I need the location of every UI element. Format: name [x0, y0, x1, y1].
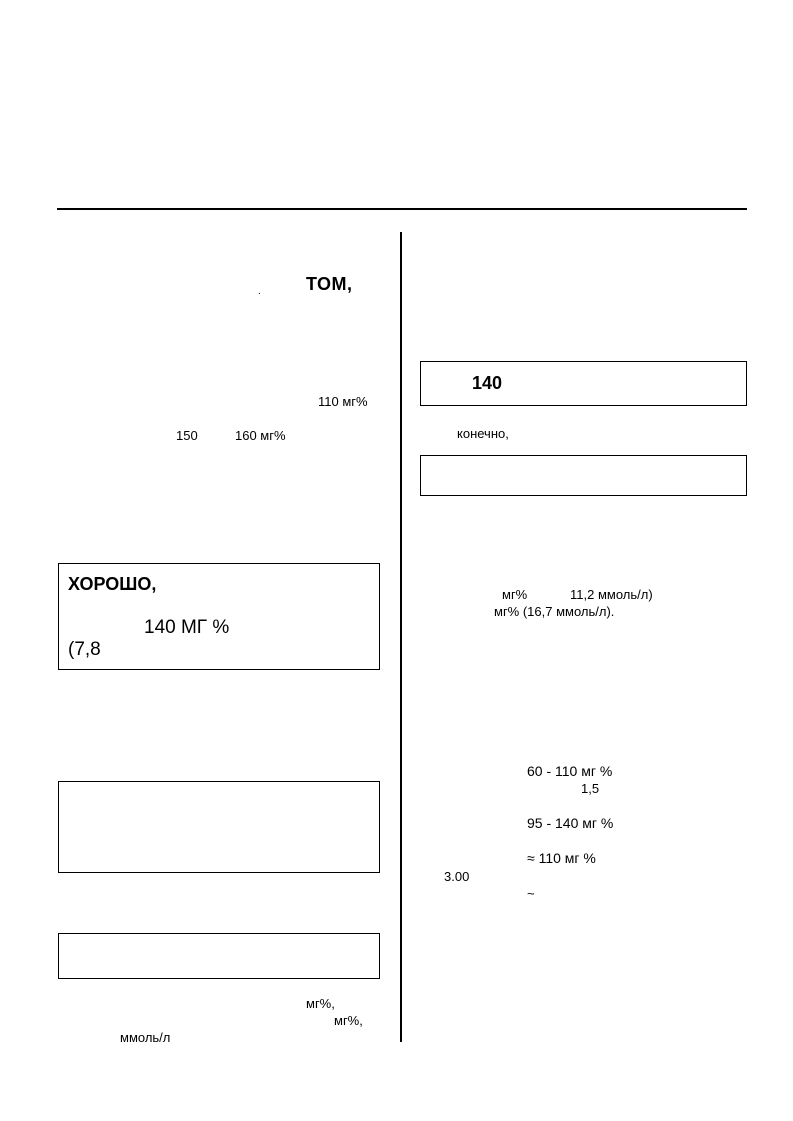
approx-110: ≈ 110 мг % [527, 850, 596, 866]
unit-mg-2: мг%, [334, 1013, 363, 1028]
value-160: 160 мг% [235, 428, 286, 443]
callout-good-title: ХОРОШО, [68, 574, 157, 594]
callout-box-good [58, 563, 380, 670]
range-60-110: 60 - 110 мг % [527, 763, 613, 779]
unit-mg-a: мг% [502, 587, 528, 602]
range-95-140: 95 - 140 мг % [527, 815, 614, 831]
callout-good-mmol: (7,8 [68, 639, 101, 660]
tilde-mark: ~ [527, 886, 535, 901]
tom-word: ТОМ, [306, 274, 353, 294]
time-3-00: 3.00 [444, 869, 470, 884]
empty-box-left-2 [58, 933, 380, 979]
value-1-5: 1,5 [581, 781, 600, 796]
empty-box-left-1 [58, 781, 380, 873]
unit-mg-1: мг%, [306, 996, 335, 1011]
unit-mmol: ммоль/л [120, 1030, 171, 1045]
callout-140-value: 140 [472, 373, 503, 393]
mmol-11-2: 11,2 ммоль/л) [570, 587, 653, 602]
column-divider [400, 232, 402, 1042]
top-horizontal-rule [57, 208, 747, 210]
stray-dot: . [258, 286, 261, 297]
callout-box-140 [420, 361, 747, 406]
empty-box-right [420, 455, 747, 496]
callout-good-value: 140 МГ % [144, 617, 230, 638]
value-150: 150 [176, 428, 198, 443]
value-110: 110 мг% [318, 394, 368, 409]
mg-16-7-mmol: мг% (16,7 ммоль/л). [494, 604, 615, 619]
word-konechno: конечно, [457, 426, 509, 441]
